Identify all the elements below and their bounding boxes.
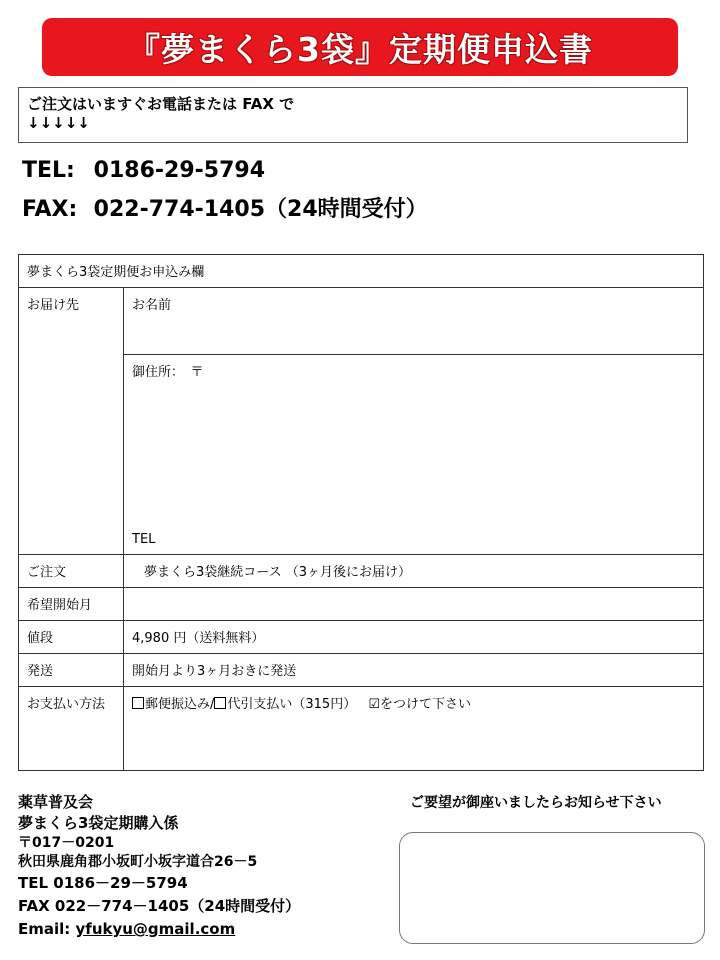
- payment-option-cod: 代引支払い（315円）: [227, 697, 357, 712]
- title-banner: [42, 18, 678, 76]
- payment-options: [124, 687, 704, 771]
- address-field[interactable]: [124, 355, 704, 555]
- delivery-label: お届け先: [19, 288, 124, 555]
- payment-label: お支払い方法: [19, 687, 124, 771]
- request-label: ご要望が御座いましたらお知らせ下さい: [410, 795, 662, 811]
- order-form-table: [18, 254, 704, 771]
- payment-instruction: をつけて下さい: [380, 697, 472, 712]
- order-value: [124, 555, 704, 588]
- price-value: 4,980 円（送料無料）: [124, 621, 704, 654]
- order-label: ご注文: [19, 555, 124, 588]
- shipping-value: 開始月より3ヶ月おきに発送: [124, 654, 704, 687]
- start-month-field[interactable]: [124, 588, 704, 621]
- form-header: 夢まくら3袋定期便お申込み欄: [19, 255, 704, 288]
- tel-field-label: TEL: [132, 532, 156, 547]
- payment-option-postal: 郵便振込み/: [145, 697, 215, 712]
- company-postal: 〒017－0201: [18, 835, 115, 851]
- name-label: お名前: [132, 298, 172, 313]
- name-field[interactable]: [124, 288, 704, 355]
- order-notice-text: ご注文はいますぐお電話または FAX で: [27, 95, 295, 113]
- email-label: Email:: [18, 920, 76, 938]
- postal-transfer-checkbox[interactable]: [132, 697, 144, 709]
- contact-fax: [22, 192, 428, 223]
- address-label: 御住所： 〒: [132, 365, 204, 380]
- company-department: 夢まくら3袋定期購入係: [18, 814, 179, 832]
- company-tel: TEL 0186－29－5794: [18, 874, 188, 892]
- order-notice-box: [18, 87, 688, 143]
- price-label: 値段: [19, 621, 124, 654]
- page-title: 『夢まくら3袋』定期便申込書: [127, 29, 593, 69]
- company-email: [18, 918, 300, 941]
- shipping-label: 発送: [19, 654, 124, 687]
- company-info: [18, 792, 300, 941]
- cod-checkbox[interactable]: [214, 697, 226, 709]
- company-address: 秋田県鹿角郡小坂町小坂字道合26－5: [18, 854, 258, 870]
- request-textarea[interactable]: [399, 832, 705, 944]
- order-value-text: 夢まくら3袋継続コース （3ヶ月後にお届け）: [144, 565, 412, 580]
- contact-tel-value[interactable]: 0186-29-5794: [93, 158, 266, 183]
- contact-tel: [22, 158, 265, 183]
- company-fax: FAX 022－774－1405（24時間受付）: [18, 897, 301, 915]
- check-mark-icon: ☑: [368, 697, 381, 712]
- company-name: 薬草普及会: [18, 793, 94, 811]
- down-arrows-icon: ↓↓↓↓↓: [27, 114, 90, 132]
- email-link[interactable]: yfukyu@gmail.com: [75, 920, 236, 938]
- contact-tel-label: TEL:: [22, 158, 75, 183]
- contact-fax-value[interactable]: 022-774-1405（24時間受付）: [93, 197, 428, 222]
- contact-fax-label: FAX:: [22, 197, 78, 222]
- start-month-label: 希望開始月: [19, 588, 124, 621]
